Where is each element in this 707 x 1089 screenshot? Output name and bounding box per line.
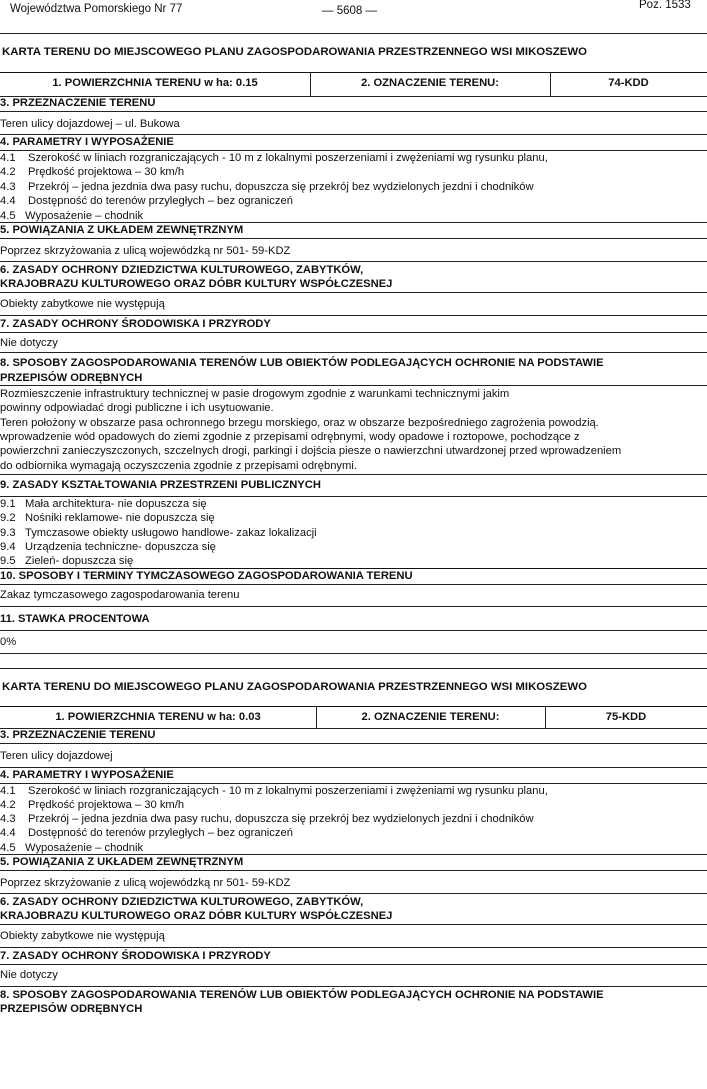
card-end-divider (0, 668, 707, 669)
divider (0, 111, 707, 112)
divider (0, 630, 707, 631)
card-title: KARTA TERENU DO MIEJSCOWEGO PLANU ZAGOSPODAROWANIA PRZESTRZENNEGO WSI MIKOSZEWO (2, 681, 587, 693)
section-text: 0% (0, 636, 17, 648)
section-title: 6. ZASADY OCHRONY DZIEDZICTWA KULTUROWEGO, ZABYTKÓW, (0, 896, 364, 908)
designation-value: 74-KDD (608, 77, 649, 89)
list-item: Nośniki reklamowe- nie dopuszcza się (25, 512, 215, 524)
text-line: do odbiornika wymagają oczyszczenia zgodnie z przepisami odrębnymi. (0, 460, 357, 472)
journal-name: Województwa Pomorskiego Nr 77 (10, 3, 183, 15)
divider (0, 743, 707, 744)
divider (0, 72, 707, 73)
divider (0, 653, 707, 654)
list-item: Prędkość projektowa – 30 km/h (28, 799, 185, 811)
page-number: — 5608 — (322, 5, 377, 17)
divider (0, 385, 707, 386)
divider (0, 584, 707, 585)
list-item: Prędkość projektowa – 30 km/h (28, 166, 185, 178)
section-title: 10. SPOSOBY I TERMINY TYMCZASOWEGO ZAGOSPODAROWANIA TERENU (0, 570, 413, 582)
section-title: 7. ZASADY OCHRONY ŚRODOWISKA I PRZYRODY (0, 950, 271, 962)
divider (0, 924, 707, 925)
section-title: 8. SPOSOBY ZAGOSPODAROWANIA TERENÓW LUB OBIEKTÓW PODLEGAJĄCYCH OCHRONIE NA PODSTAWIE (0, 989, 604, 1001)
divider (0, 986, 707, 987)
divider (0, 261, 707, 262)
section-title: 4. PARAMETRY I WYPOSAŻENIE (0, 769, 174, 781)
section-title-cont: KRAJOBRAZU KULTUROWEGO ORAZ DÓBR KULTURY WSPÓŁCZESNEJ (0, 278, 393, 290)
section-title: 5. POWIĄZANIA Z UKŁADEM ZEWNĘTRZNYM (0, 856, 244, 868)
section-title: 11. STAWKA PROCENTOWA (0, 613, 150, 625)
designation-label: 2. OZNACZENIE TERENU: (361, 711, 500, 723)
section-text: Poprzez skrzyżowanie z ulicą wojewódzką nr 501- 59-KDZ (0, 877, 291, 889)
list-item-num: 4.3 (0, 181, 16, 193)
list-item-num: 9.2 (0, 512, 16, 524)
card-title: KARTA TERENU DO MIEJSCOWEGO PLANU ZAGOSPODAROWANIA PRZESTRZENNEGO WSI MIKOSZEWO (2, 46, 587, 58)
divider (0, 238, 707, 239)
designation-value: 75-KDD (605, 711, 647, 723)
list-item-num: 4.2 (0, 799, 16, 811)
list-item-num: 9.5 (0, 555, 16, 567)
text-line: wprowadzenie wód opadowych do ziemi zgodnie z przepisami odrębnymi, wody opadowe i roztopowe, pochodzące z (0, 431, 580, 443)
section-text: Teren ulicy dojazdowej (0, 750, 113, 762)
section-title: 3. PRZEZNACZENIE TERENU (0, 729, 156, 741)
text-line: Teren położony w obszarze pasa ochronnego brzegu morskiego, oraz w obszarze bezpośredniego zagrożenia powodzią. (0, 417, 599, 429)
section-title-cont: KRAJOBRAZU KULTUROWEGO ORAZ DÓBR KULTURY WSPÓŁCZESNEJ (0, 910, 393, 922)
list-item-num: 4.4 (0, 827, 16, 839)
list-item-num: 4.1 (0, 152, 16, 164)
header-divider (0, 33, 707, 34)
list-item: Zieleń- dopuszcza się (25, 555, 134, 567)
section-text: Poprzez skrzyżowania z ulicą wojewódzką nr 501- 59-KDZ (0, 245, 291, 257)
list-item: Przekrój – jedna jezdnia dwa pasy ruchu, dopuszcza się przekrój bez wydzielonych jezdni i chodników (28, 813, 534, 825)
list-item: Szerokość w liniach rozgraniczających - 10 m z lokalnymi poszerzeniami i zwężeniami wg rysunku planu, (28, 785, 548, 797)
divider (0, 947, 707, 948)
text-line: Rozmieszczenie infrastruktury technicznej w pasie drogowym zgodnie z warunkami technicznymi jakim (0, 388, 510, 400)
section-title: 7. ZASADY OCHRONY ŚRODOWISKA I PRZYRODY (0, 318, 271, 330)
list-item-num: 9.4 (0, 541, 16, 553)
section-title-cont: PRZEPISÓW ODRĘBNYCH (0, 372, 143, 384)
list-item: Przekrój – jedna jezdnia dwa pasy ruchu, dopuszcza się przekrój bez wydzielonych jezdni i chodników (28, 181, 534, 193)
divider (0, 870, 707, 871)
list-item: Wyposażenie – chodnik (25, 842, 144, 854)
section-text: Obiekty zabytkowe nie występują (0, 930, 165, 942)
list-item-num: 4.2 (0, 166, 16, 178)
section-title: 3. PRZEZNACZENIE TERENU (0, 97, 156, 109)
list-item: Urządzenia techniczne- dopuszcza się (25, 541, 216, 553)
text-line: powinny odpowiadać drogi publiczne i ich usytuowanie. (0, 402, 274, 414)
divider (0, 292, 707, 293)
list-item: Tymczasowe obiekty usługowo handlowe- zakaz lokalizacji (25, 527, 317, 539)
list-item: Szerokość w liniach rozgraniczających - 10 m z lokalnymi poszerzeniami i zwężeniami wg rysunku planu, (28, 152, 548, 164)
section-title: 9. ZASADY KSZTAŁTOWANIA PRZESTRZENI PUBLICZNYCH (0, 479, 321, 491)
text-line: powierzchni zanieczyszczonych, szczelnych drogi, parkingi i dojścia piesze o nawierzchni utwardzonej przed wprowadzeniem (0, 445, 622, 457)
area-label: 1. POWIERZCHNIA TERENU w ha: 0.03 (55, 711, 261, 723)
divider (0, 332, 707, 333)
list-item-num: 4.4 (0, 195, 16, 207)
section-title-cont: PRZEPISÓW ODRĘBNYCH (0, 1003, 143, 1015)
divider (0, 474, 707, 475)
list-item-num: 9.1 (0, 498, 16, 510)
position-number: Poz. 1533 (639, 0, 691, 11)
divider (0, 706, 707, 707)
list-item-num: 4.5 (0, 210, 16, 222)
section-text: Obiekty zabytkowe nie występują (0, 298, 165, 310)
list-item-num: 9.3 (0, 527, 16, 539)
section-title: 8. SPOSOBY ZAGOSPODAROWANIA TERENÓW LUB OBIEKTÓW PODLEGAJĄCYCH OCHRONIE NA PODSTAWIE (0, 357, 604, 369)
list-item-num: 4.5 (0, 842, 16, 854)
list-item-num: 4.3 (0, 813, 16, 825)
area-label: 1. POWIERZCHNIA TERENU w ha: 0.15 (52, 77, 258, 89)
list-item: Mała architektura- nie dopuszcza się (25, 498, 207, 510)
designation-label: 2. OZNACZENIE TERENU: (361, 77, 499, 89)
section-text: Nie dotyczy (0, 337, 58, 349)
divider (0, 315, 707, 316)
list-item: Dostępność do terenów przyległych – bez ograniczeń (28, 827, 293, 839)
page-header (0, 0, 707, 34)
list-item: Dostępność do terenów przyległych – bez ograniczeń (28, 195, 293, 207)
divider (0, 893, 707, 894)
section-text: Teren ulicy dojazdowej – ul. Bukowa (0, 118, 180, 130)
section-text: Nie dotyczy (0, 969, 58, 981)
divider (0, 606, 707, 607)
section-title: 4. PARAMETRY I WYPOSAŻENIE (0, 136, 174, 148)
section-text: Zakaz tymczasowego zagospodarowania terenu (0, 589, 240, 601)
section-title: 5. POWIĄZANIA Z UKŁADEM ZEWNĘTRZNYM (0, 224, 244, 236)
divider (0, 964, 707, 965)
list-item: Wyposażenie – chodnik (25, 210, 144, 222)
section-title: 6. ZASADY OCHRONY DZIEDZICTWA KULTUROWEGO, ZABYTKÓW, (0, 264, 364, 276)
list-item-num: 4.1 (0, 785, 16, 797)
divider (0, 352, 707, 353)
